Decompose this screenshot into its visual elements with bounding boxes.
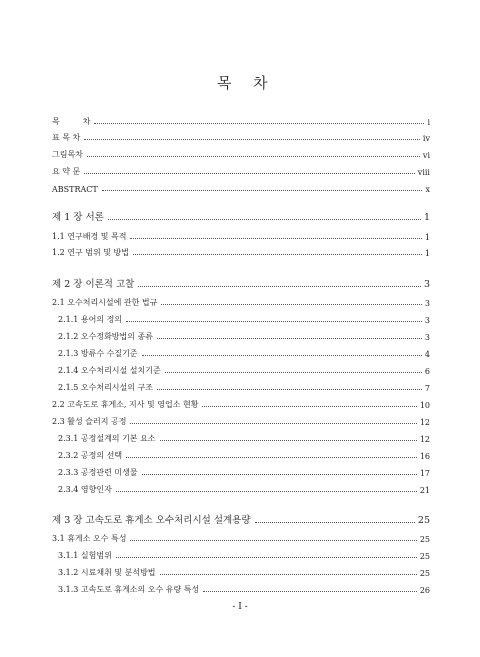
toc-subsection[interactable] [58,581,430,595]
toc-entry-abstract[interactable] [52,180,430,194]
leader-dots [116,556,417,558]
toc-page: 16 [419,452,430,461]
toc-page: 12 [419,418,430,427]
leader-dots [165,371,422,373]
toc-section[interactable] [52,413,430,427]
toc-page: 12 [419,435,430,444]
toc-page: 3 [424,333,430,342]
toc-subsection[interactable] [58,345,430,359]
leader-dots [116,490,417,492]
toc-label: 제 1 장 서론 [52,212,104,223]
leader-dots [255,521,415,523]
leader-dots [126,320,422,322]
toc-subsection[interactable] [58,430,430,444]
toc-page: x [425,185,430,194]
leader-dots [160,573,417,575]
toc-page: 3 [423,279,430,290]
toc-label: 2.3.4 영향인자 [58,485,112,494]
toc-label: ABSTRACT [52,185,98,194]
toc-page: 25 [419,552,430,561]
leader-dots [138,285,421,287]
toc-page: 6 [424,367,430,376]
leader-dots [84,138,420,140]
toc-label: 3.1.3 고속도로 휴게소의 오수 유량 특성 [58,585,200,594]
toc-page: iv [422,134,430,143]
toc-label: 2.1.3 방류수 수질기준 [58,349,138,358]
toc-section[interactable] [52,396,430,410]
leader-dots [133,253,422,255]
toc-label: 2.1.1 용어의 정의 [58,315,123,324]
toc-label: 2.1.4 오수처리시설 설치기준 [58,366,161,375]
leader-dots [94,122,424,124]
title-char-1: 목 [217,74,232,92]
toc-page: 10 [419,401,430,410]
toc-label: 2.2 고속도로 휴게소, 지사 및 영업소 현황 [52,400,199,409]
toc-page: 1 [424,233,430,242]
toc-page: 1 [423,212,430,223]
toc-page: 1 [424,249,430,258]
toc-page: 21 [419,486,430,495]
toc-subsection[interactable] [58,311,430,325]
leader-dots [157,337,422,339]
toc-label: 2.1.5 오수처리시설의 구조 [58,383,153,392]
toc-label: 표 목 차 [52,133,81,142]
toc-subsection[interactable] [58,481,430,495]
toc-label: 2.3.3 공정관련 미생물 [58,468,138,477]
leader-dots [87,155,420,157]
toc-label: 제 3 장 고속도로 휴게소 오수처리시설 설계용량 [52,515,251,526]
toc-label: 2.1.2 오수정화방법의 종류 [58,332,153,341]
toc-page: 3 [424,316,430,325]
leader-dots [108,218,421,220]
toc-subsection[interactable] [58,328,430,342]
leader-dots [202,405,416,407]
toc-page: 4 [424,350,430,359]
toc-label: 1.1 연구배경 및 목적 [52,232,127,241]
toc-subsection[interactable] [58,362,430,376]
toc-subsection[interactable] [58,464,430,478]
toc-chapter-2[interactable] [52,276,430,290]
toc-label: 1.2 연구 범위 및 방법 [52,248,129,257]
toc-page: 25 [419,569,430,578]
toc-page: 25 [419,535,430,544]
toc-label: 제 2 장 이론적 고찰 [52,279,135,290]
leader-dots [157,388,422,390]
leader-dots [203,590,417,592]
toc-label: 3.1.1 실험범위 [58,551,112,560]
toc-page: vi [422,151,430,160]
toc-section[interactable] [52,294,430,308]
toc-label: 목 차 [52,117,91,126]
toc-subsection[interactable] [58,564,430,578]
toc-entry-tables[interactable] [52,129,430,143]
toc-page: i [427,118,430,127]
toc-label: 3.1.2 시료채취 및 분석방법 [58,568,156,577]
toc-section[interactable] [52,244,430,258]
page-number-footer: - I - [232,602,248,612]
leader-dots [130,237,421,239]
title-char-2: 차 [253,74,268,92]
toc-entry-contents[interactable] [52,113,430,127]
toc-label: 2.3 활성 슬러지 공정 [52,417,127,426]
toc-entry-figures[interactable] [52,146,430,160]
toc-page: 3 [424,299,430,308]
toc-label: 그림목차 [52,150,83,159]
leader-dots [84,172,415,174]
leader-dots [130,539,416,541]
toc-subsection[interactable] [58,547,430,561]
toc-label: 요 약 문 [52,167,81,176]
toc-page: 7 [424,384,430,393]
toc-subsection[interactable] [58,447,430,461]
leader-dots [161,303,422,305]
leader-dots [160,439,417,441]
toc-chapter-1[interactable] [52,209,430,223]
leader-dots [142,473,417,475]
leader-dots [130,422,416,424]
toc-subsection[interactable] [58,379,430,393]
leader-dots [142,354,422,356]
leader-dots [102,189,423,191]
toc-section[interactable] [52,530,430,544]
toc-label: 2.3.1 공정설계의 기본 요소 [58,434,156,443]
toc-chapter-3[interactable] [52,512,430,526]
toc-page: 17 [419,469,430,478]
toc-page: viii [417,168,430,177]
toc-section[interactable] [52,228,430,242]
toc-entry-summary[interactable] [52,163,430,177]
toc-page: 25 [417,515,430,526]
toc-label: 2.1 오수처리시설에 관한 법규 [52,298,158,307]
toc-label: 3.1 휴게소 오수 특성 [52,534,127,543]
toc-label: 2.3.2 공정의 선택 [58,451,123,460]
toc-page: 26 [419,586,430,595]
leader-dots [126,456,417,458]
